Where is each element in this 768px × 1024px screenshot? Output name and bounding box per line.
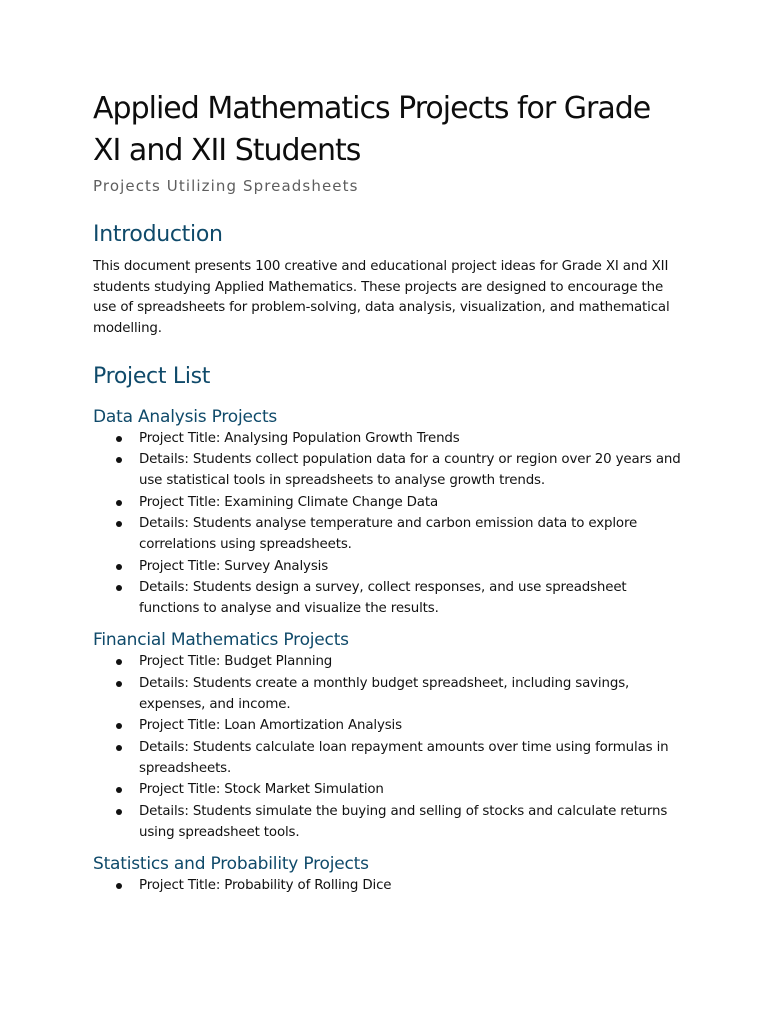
section-bullet-list (93, 651, 683, 843)
section-bullet-list (93, 428, 683, 620)
list-item-text: Details: Students collect population data for a country or region over 20 years and use statistical tools in spreadsheets to analyse growth trends. (139, 452, 681, 489)
list-item (93, 715, 683, 736)
list-item (93, 513, 683, 555)
list-item-text: Project Title: Analysing Population Growth Trends (139, 430, 460, 446)
list-item-text: Details: Students simulate the buying and selling of stocks and calculate returns using spreadsheet tools. (139, 803, 668, 840)
section-heading: Financial Mathematics Projects (93, 630, 349, 651)
bullet-icon (116, 883, 122, 889)
bullet-icon (116, 564, 122, 570)
introduction-paragraph: This document presents 100 creative and educational project ideas for Grade XI and XII students studying Applied Mathematics. These projects are designed to encourage the use of spreadsheets for problem-solving, data analysis, visualization, and mathematical modelling. (93, 259, 670, 337)
bullet-icon (116, 521, 122, 527)
bullet-icon (116, 585, 122, 591)
bullet-icon (116, 787, 122, 793)
list-item (93, 449, 683, 491)
project-sections (93, 406, 683, 896)
list-item (93, 556, 683, 577)
list-item (93, 779, 683, 800)
list-item-text: Project Title: Budget Planning (139, 654, 333, 670)
document-page (93, 88, 683, 896)
bullet-icon (116, 809, 122, 815)
list-item-text: Project Title: Loan Amortization Analysis (139, 718, 402, 734)
document-title: Applied Mathematics Projects for Grade XI and XII Students (93, 91, 651, 168)
list-item (93, 875, 683, 896)
list-item (93, 801, 683, 843)
project-list-heading: Project List (93, 363, 211, 389)
list-item (93, 428, 683, 449)
bullet-icon (116, 723, 122, 729)
list-item-text: Details: Students analyse temperature and carbon emission data to explore correlations using spreadsheets. (139, 516, 638, 553)
bullet-icon (116, 457, 122, 463)
list-item-text: Project Title: Stock Market Simulation (139, 782, 384, 798)
list-item (93, 673, 683, 715)
list-item-text: Details: Students create a monthly budget spreadsheet, including savings, expenses, and income. (139, 675, 630, 712)
list-item (93, 577, 683, 619)
section-bullet-list (93, 875, 683, 896)
list-item (93, 651, 683, 672)
bullet-icon (116, 681, 122, 687)
list-item (93, 737, 683, 779)
bullet-icon (116, 436, 122, 442)
list-item-text: Details: Students design a survey, collect responses, and use spreadsheet functions to analyse and visualize the results. (139, 580, 627, 617)
section-heading: Statistics and Probability Projects (93, 853, 369, 874)
bullet-icon (116, 500, 122, 506)
bullet-icon (116, 745, 122, 751)
section-heading: Data Analysis Projects (93, 406, 278, 427)
list-item-text: Project Title: Probability of Rolling Dice (139, 877, 392, 893)
document-subtitle: Projects Utilizing Spreadsheets (93, 177, 359, 195)
list-item-text: Project Title: Examining Climate Change Data (139, 494, 439, 510)
introduction-heading: Introduction (93, 222, 223, 247)
list-item-text: Project Title: Survey Analysis (139, 558, 329, 574)
bullet-icon (116, 659, 122, 665)
list-item-text: Details: Students calculate loan repayment amounts over time using formulas in spreadsheets. (139, 739, 669, 776)
list-item (93, 492, 683, 513)
